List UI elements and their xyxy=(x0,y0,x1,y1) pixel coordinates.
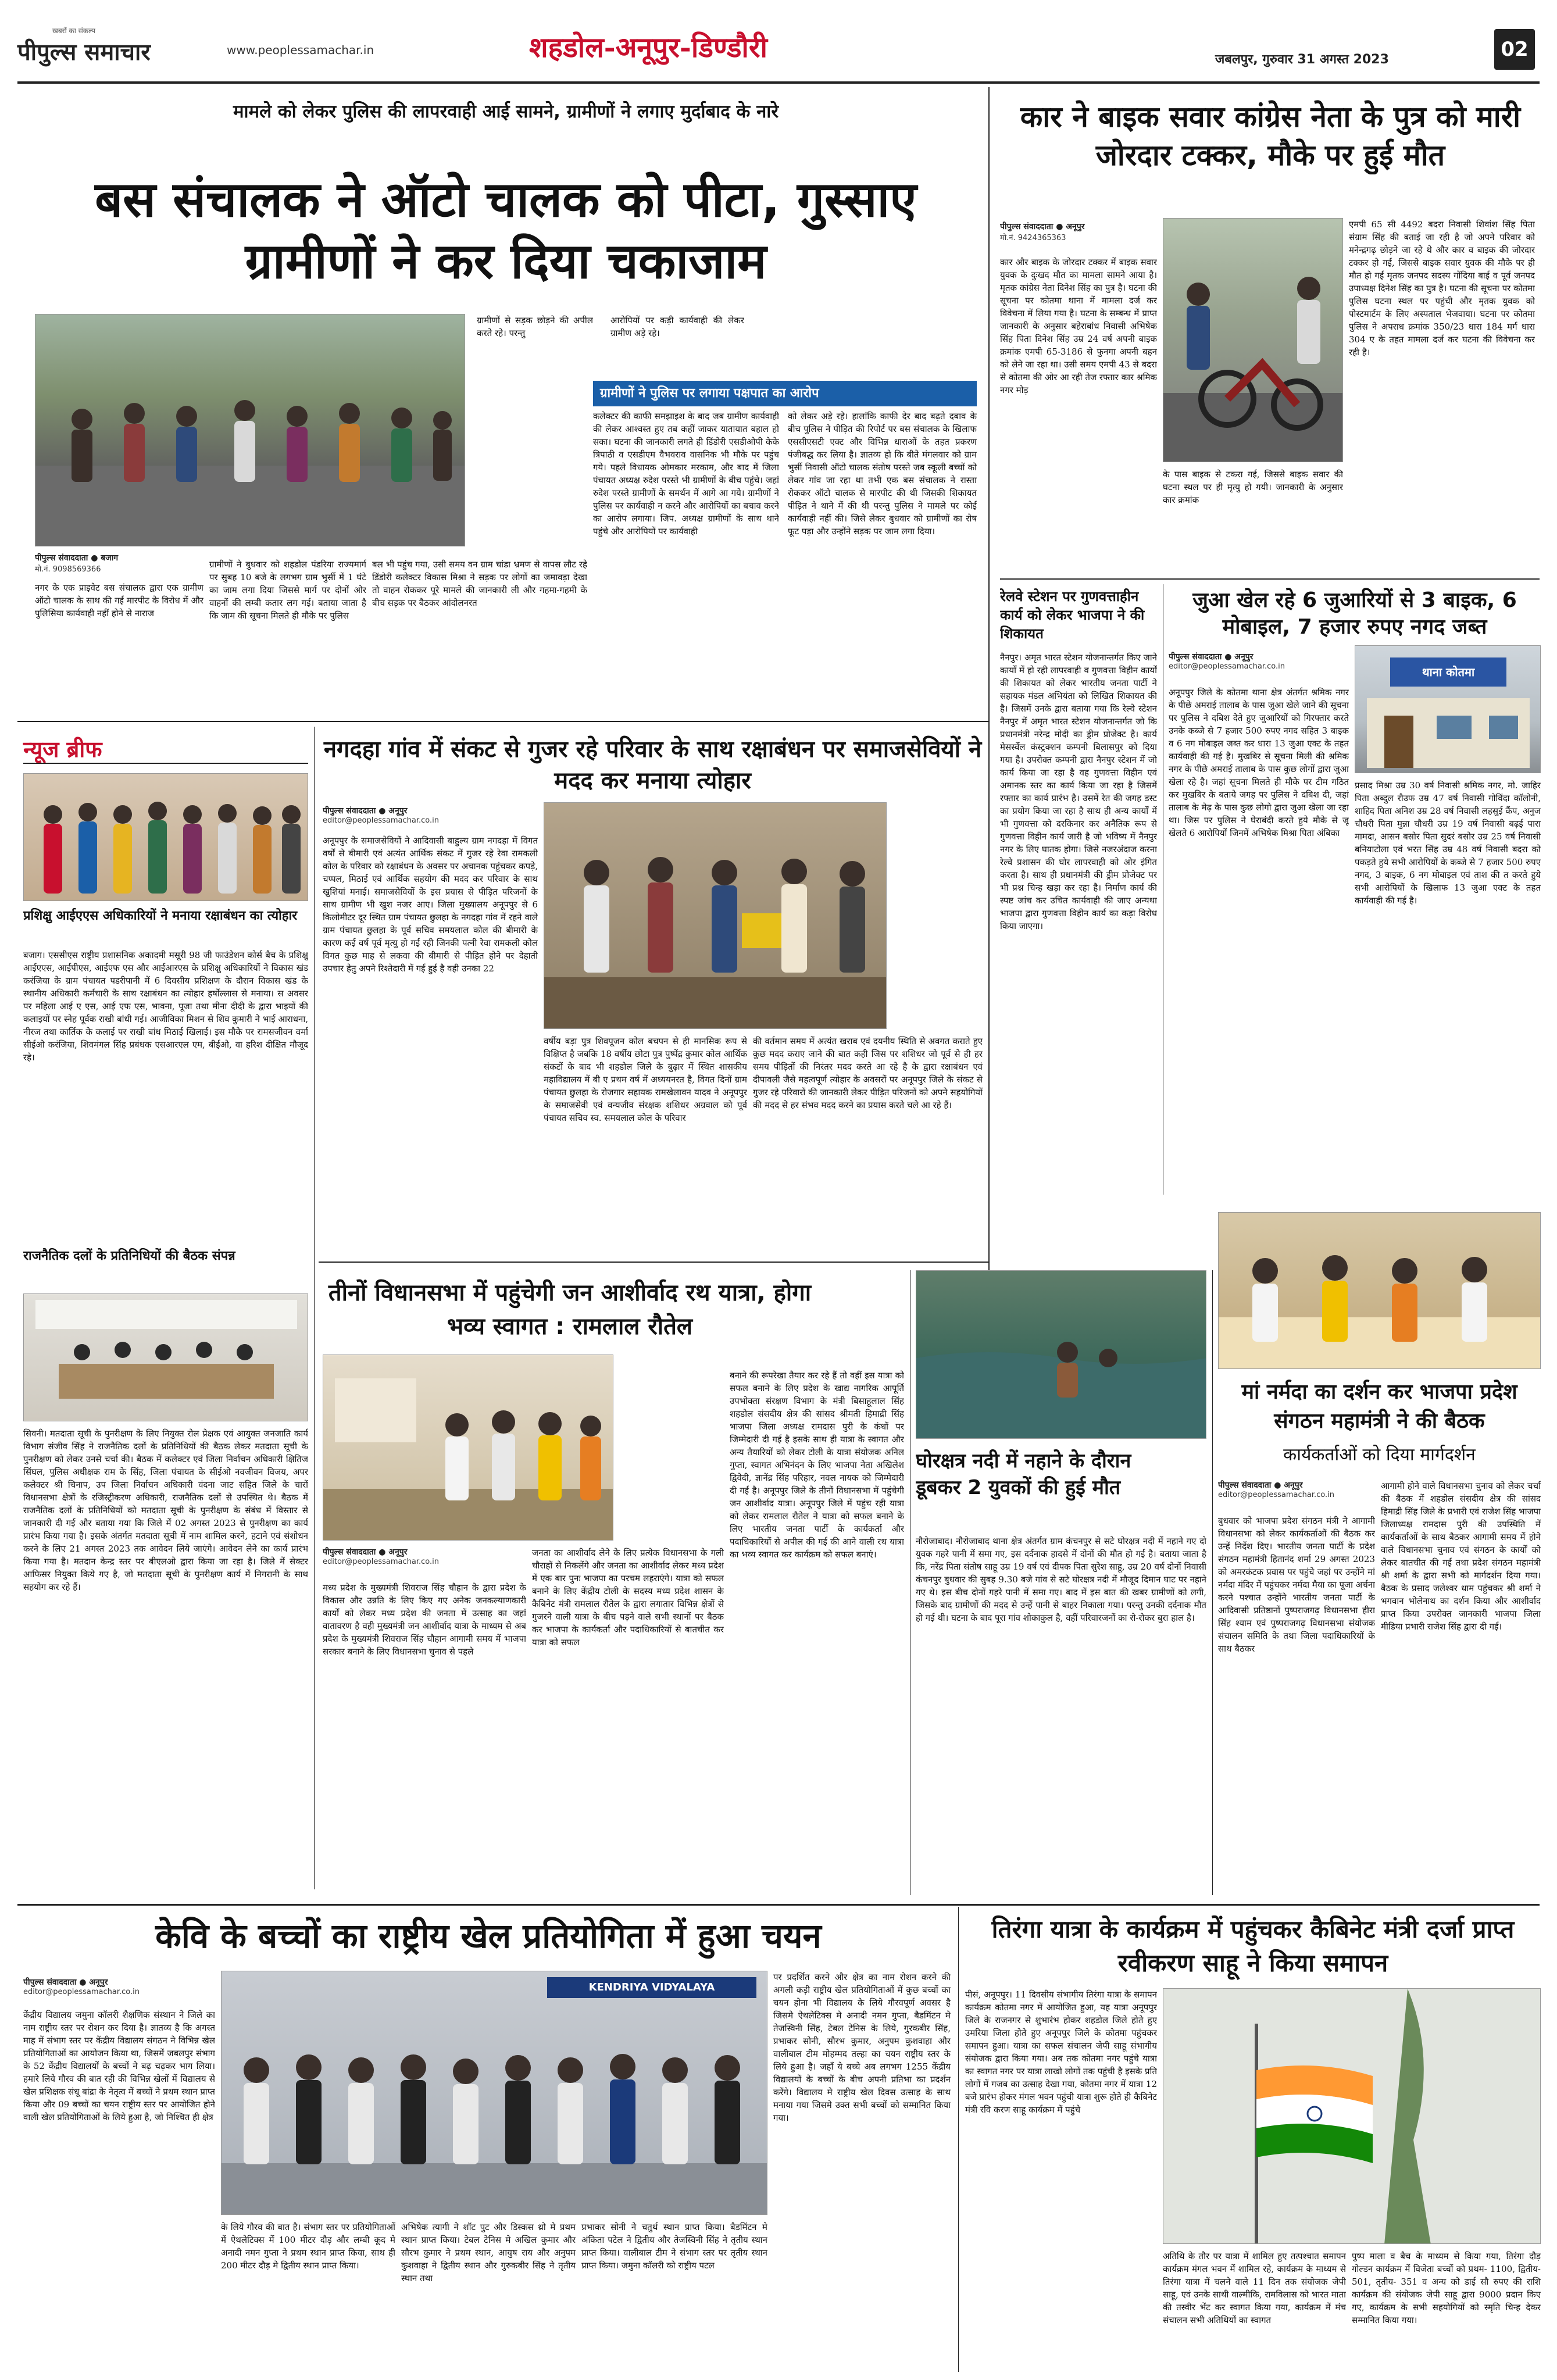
story6-col2: जनता का आशीर्वाद लेने के लिए प्रत्येक विधानसभा के गली चौराहों से निकलेंगे और जनता का आशीर्वाद लेकर मध्य प्रदेश में एक बार पुनः भाजपा का परचम लहराएंगे। यात्रा को सफल बनाने के लिए केंद्रीय टोली के सदस्य मध्य प्रदेश शासन के कैबिनेट मंत्री रामलाल रौतेल के द्वारा लगातार विभिन्न क्षेत्रों से गुजरने वाली यात्रा के बीच पड़ने वाले सभी स्थानों पर बैठक कर भाजपा के कार्यकर्ता और पदाधिकारियों से बातचीत कर यात्रा को सफल xyxy=(532,1548,724,1648)
masthead-rule xyxy=(17,81,1540,84)
news-brief-rule xyxy=(23,763,308,764)
story8-headline: मां नर्मदा का दर्शन कर भाजपा प्रदेश संगठन महामंत्री ने की बैठक xyxy=(1241,1380,1517,1433)
col-divider-brief xyxy=(314,727,315,1889)
story5-bottom-rule xyxy=(319,1262,988,1263)
section-title: शहडोल-अनूपुर-डिण्डौरी xyxy=(529,31,767,64)
story5-byline: पीपुल्स संवाददाता ● अनूपुर editor@peoplessamachar.co.in xyxy=(323,806,439,825)
dateline: जबलपुर, गुरुवार 31 अगस्त 2023 xyxy=(1215,52,1389,67)
story2-photo xyxy=(1163,218,1343,462)
col-divider-1 xyxy=(988,87,990,1279)
relief-visit-graphic xyxy=(544,803,887,1029)
story5-headline: नगदहा गांव में संकट से गुजर रहे परिवार के साथ रक्षाबंधन पर समाजसेवियों ने मदद कर मनाया त्योहार xyxy=(323,736,982,794)
story8-photo xyxy=(1218,1212,1541,1369)
story10-photo xyxy=(1163,1988,1541,2244)
brief1-photo xyxy=(23,773,308,901)
story4-col1: अनूपपुर जिले के कोतमा थाना क्षेत्र अंतर्गत श्रमिक नगर के पीछे अमराई तालाब के पास जुआ खेले जाने की सूचना पर पुलिस ने दबिश देते हुए जुआरियों को गिरफ्तार करते उनके कब्जे से 7 हजार 500 रुपए नगद सहित 3 बाइक व 6 नग मोबाइल जब्त कर धारा 13 जुआ एक्ट के तहत कार्यवाही की गई है। मुखबिर से सूचना मिली की श्रमिक नगर के पीछे अमराई तालाब के पास कुछ लोगों द्वारा जुआ खेला रहे है। जहां सूचना मिलते ही मौके पर टीम गठित कर मुखबिर के बताये जगह पर पुलिस ने दबिश दी, जहां तालाब के मेढ़ के पास कुछ लोगो द्वारा जुआ खेला जा रहा था। जिस पर पुलिस ने घेराबंदी करते हुये मौके से जू खेलते 6 आरोपियों जिनमें अभिषेक मिश्रा पिता अंबिका xyxy=(1169,687,1349,838)
story9-col2: के लिये गौरव की बात है। संभाग स्तर पर प्रतियोगिताओं में ऐथलेटिक्स में 100 मीटर दौड़ और लम्बी कूद मे अनादी नमन गुप्ता ने प्रथम स्थान प्राप्त किया, साथ ही 200 मीटर दौड़ मे द्वितीय स्थान प्राप्त किया। xyxy=(221,2222,395,2271)
story9-headline: केवि के बच्चों का राष्ट्रीय खेल प्रतियोगिता में हुआ चयन xyxy=(155,1916,822,1956)
story1-kicker: मामले को लेकर पुलिस की लापरवाही आई सामने, ग्रामीणों ने लगाए मुर्दाबाद के नारे xyxy=(233,101,779,122)
story6-col1: मध्य प्रदेश के मुख्यमंत्री शिवराज सिंह चौहान के द्वारा प्रदेश के विकास और उन्नति के लिए किए गए अनेक जनकल्याणकारी कार्यों को लेकर मध्य प्रदेश की जनता में उत्साह का जहां वातावरण है वही मुख्यमंत्री जन आशीर्वाद यात्रा के माध्यम से अब प्रदेश के मुख्यमंत्री शिवराज सिंह चौहान आगामी समय में भाजपा सरकार बनाने के लिए विधानसभा चुनाव से पहले xyxy=(323,1582,526,1657)
col-divider-5 xyxy=(958,1907,959,2372)
story6-byline: पीपुल्स संवाददाता ● अनूपुर editor@peoplessamachar.co.in xyxy=(323,1548,439,1566)
masthead xyxy=(17,17,1540,76)
story2-headline: कार ने बाइक सवार कांग्रेस नेता के पुत्र को मारी जोरदार टक्कर, मौके पर हुई मौत xyxy=(1020,100,1521,172)
brief2-headline: राजनैतिक दलों के प्रतिनिधियों की बैठक संपन्न xyxy=(23,1249,235,1263)
story10-col3: पुष्प माला व बैच के माध्यम से किया गया, तिरंगा दौड़ गोल्डन कार्यक्रम में विजेता बच्चों को प्रथम- 1100, द्वितीय- 501, तृतीय- 351 व अन्य को डाई सौ रुपए की राशि कार्यक्रम की संयोजक जेपी साहू द्वारा 9000 प्रदान किए गए, कार्यक्रम के सभी सहयोगियों को स्मृति चिन्ह देकर सम्मानित किया गया। xyxy=(1352,2251,1541,2325)
story5-col1: अनूपपुर के समाजसेवियों ने आदिवासी बाहुल्य ग्राम नगदहा में विगत वर्षों से बीमारी एवं अत्यंत आर्थिक संकट में गुजर रहे रेवा रामकली कोल के परिवार को रक्षाबंधन के अवसर पर अचानक पहुंचकर कपड़े, चप्पल, मिठाई एवं आर्थिक सहयोग की मदद कर परिवार के साथ खुशियां मनाई। समाजसेवियों के इस प्रयास से पीड़ित परिजनों के साथ ग्रामीण भी खुश नजर आए। जिला मुख्यालय अनूपपुर से 6 किलोमीटर दूर स्थित ग्राम पंचायत छुलहा के नगदहा गांव में रहने वाले ग्राम पंचायत छुलहा के पूर्व सचिव समयलाल कोल की बीमारी के कारण कई वर्ष पूर्व मृत्यु हो गई रही जिनकी पत्नी रेवा रामकली कोल विगत कुछ माह से लकवा की बीमारी से पीड़ित होने पर देहाती उपचार हेतु अपने रिश्तेदारी में गई हुई है वही उनका 22 xyxy=(323,835,538,974)
story9-photo xyxy=(221,1971,767,2215)
story8-col2: आगामी होने वाले विधानसभा चुनाव को लेकर चर्चा की बैठक में शहडोल संसदीय क्षेत्र की सांसद हिमाद्री सिंह जिले के प्रभारी एवं राजेश सिंह भाजपा जिलाध्यक्ष रामदास पुरी की उपस्थिति में कार्यकर्ताओं के साथ बैठकर आगामी समय में होने वाले विधानसभा चुनाव एवं संगठन के कार्यों को लेकर बातचीत की गई तथा प्रदेश संगठन महामंत्री श्री शर्मा के द्वारा सभी को मार्गदर्शन दिया गया। बैठक के प्रसाद जलेश्वर धाम पहुंचकर श्री शर्मा ने भगवान भोलेनाथ का दर्शन किया और आशीर्वाद प्राप्त किया उपरोक्त जानकारी भाजपा जिला मीडिया प्रभारी राजेश सिंह द्वारा दी गई। xyxy=(1381,1481,1541,1632)
police-station-sign: थाना कोतमा xyxy=(1390,657,1506,687)
story1-sub-col1: कलेक्टर की काफी समझाइश के बाद जब ग्रामीण कार्यवाही की लेकर आश्वस्त हुए तब कहीं जाकर यातायात बहाल हो सका। घटना की जानकारी लगते ही डिंडोरी एसडीओपी केके त्रिपाठी व एसडीएम वैभवराव वासनिक भी मौके पर पहुंच गये। पहले विधायक ओमकार मरकाम, और बाद में जिला पंचायत अध्यक्ष रुदेश परस्ते भी ग्रामीणों के बीच पहुंचे। जहां रुदेश परस्ते ग्रामीणों के समर्थन में आगे आ गये। ग्रामीणों ने पुलिस पर कार्यवाही न करने और आरोपियों का बचाव करने का आरोप लगाया। जिप. अध्यक्ष ग्रामीणों के साथ थाने पहुंचे और आरोपियों पर कार्यवाही xyxy=(593,411,779,537)
story1-col3: बल भी पहुंच गया, उसी समय वन ग्राम चांडा भ्रमण से वापस लौट रहे डिंडोरी कलेक्टर विकास मिश्रा ने सड़क पर लोगों का जमावड़ा देखा तो वाहन रोककर पूरे मामले की जानकारी ली और गहमा-गहमी के बीच सड़क पर बैठकर आंदोलनरत xyxy=(372,559,587,608)
story2-byline: पीपुल्स संवाददाता ● अनूपुर मो.नं. 9424365363 xyxy=(1000,222,1085,242)
story8-byline: पीपुल्स संवाददाता ● अनूपुर editor@peoplessamachar.co.in xyxy=(1218,1481,1334,1499)
story9-byline: पीपुल्स संवाददाता ● अनूपुर editor@peoplessamachar.co.in xyxy=(23,1978,140,1996)
story3-body: नैनपुर। अमृत भारत स्टेशन योजनान्तर्गत किए जाने कार्यों में हो रही लापरवाही व गुणवत्ता विहीन कार्यों की शिकायत को लेकर भारतीय जनता पार्टी ने सहायक मंडल अभियंता को लिखित शिकायत की है। जिसमें उनके द्वारा बताया गया कि रेल्वे स्टेशन नैनपुर में अमृत भारत स्टेशन योजनान्तर्गत जो कि प्रधानमंत्री नरेन्द्र मोदी का ड्रीम प्रोजेक्ट है। कार्य मेसर्स्वेल कंस्ट्रक्शन कम्पनी बिलासपुर को दिया गया है। उपरोक्त कम्पनी द्वारा नैनपुर स्टेशन में जो कार्य किया जा रहा है वह गुणवत्ता विहीन एवं अमानक स्तर का कार्य किया जा रहा है जिसमें रफ्तार का कार्य प्रारंभ है। उसमें रेत की जगह डस्ट का प्रयोग किया जा रहा है साथ ही अन्य कार्यों में भी गुणवत्ता को दरकिनार कर अनैतिक रूप से गुणवत्ता विहीन कार्य जारी है जो भविष्य में नैनपुर नगर के लिए घातक होगा। जिसे नजरअंदाज करना रेल्वे प्रशासन की घोर लापरवाही को ओर इंगित करता है। साथ ही प्रधानमंत्री की ड्रीम प्रोजेक्ट पर भी प्रश्न चिन्ह खड़ा कर रहा है। निर्माण कार्य की स्पष्ट जांच कर उचित कार्यवाही की जाए अन्यथा भाजपा द्वारा गुणवत्ता विहीन कार्य का कड़ा विरोध किया जाएगा। xyxy=(1000,652,1157,931)
story4-byline: पीपुल्स संवाददाता ● अनूपुर editor@peoplessamachar.co.in xyxy=(1169,652,1285,671)
story7-headline: घोरक्षत्र नदी में नहाने के दौरान डूबकर 2 युवकों की हुई मौत xyxy=(916,1449,1131,1499)
story4-col2: प्रसाद मिश्रा उम्र 30 वर्ष निवासी श्रमिक नगर, मो. जाहिर पिता अब्दुल रौउफ उम्र 47 वर्ष निवासी गोविंदा कॉलोनी, शाहिद पिता अनिश उम्र 28 वर्ष निवासी लहसुई कैंप, अनुज चौधरी पिता मुन्ना चौधरी उम्र 19 वर्ष निवासी बढ़ई पारा मामदा, आसन बसोर पिता सुदरं बसोर उम्र 25 वर्ष निवासी बनियाटोला एवं भरत सिंह उम्र 48 वर्ष निवासी बदरा को पकड़ते हुये सभी आरोपियों के कब्जे से 7 हजार 500 रुपए नगद, 3 बाइक, 6 नग मोबाइल एवं ताश की त करते हुये सभी आरोपियों के खिलाफ 13 जुआ एक्ट के तहत कार्यवाही की गई है। xyxy=(1355,780,1541,906)
tagline: खबरों का संकल्प xyxy=(52,27,95,35)
meeting-room-graphic xyxy=(24,1294,308,1421)
tiranga-flag-graphic xyxy=(1163,1989,1541,2244)
party-meeting-graphic xyxy=(323,1355,613,1541)
news-brief-label: न्यूज ब्रीफ xyxy=(23,737,102,762)
story2-bottom-rule xyxy=(1000,578,1540,580)
story9-col1: केंद्रीय विद्यालय जमुना कॉलरी शैक्षणिक संस्थान ने जिले का नाम राष्ट्रीय स्तर पर रोशन कर दिया है। ज्ञातव्य है कि अगस्त माह में संभाग स्तर पर केंद्रीय विद्यालय संगठन ने विभिन्न खेल प्रतियोगिताओं का आयोजन किया था, जिसमें जबलपुर संभाग के 52 केंद्रीय विद्यालयों के बच्चों ने बढ़ चढ़कर भाग लिया। हमारे लिये गौरव की बात रही की विभिन्न खेलों में विद्यालय से खेल प्रशिक्षक संधू बांद्रा के नेतृत्व में बच्चों ने प्रथम स्थान प्राप्त किया और 09 बच्चों का चयन राष्ट्रीय स्तर पर आयोजित होने वाली खेल प्रतियोगिताओं के लिये हुआ है, जो निश्चित ही क्षेत्र xyxy=(23,2010,215,2122)
story7-photo xyxy=(916,1270,1206,1439)
story1-subhead: ग्रामीणों ने पुलिस पर लगाया पक्षपात का आरोप xyxy=(593,381,977,406)
story8-deck: कार्यकर्ताओं को दिया मार्गदर्शन xyxy=(1283,1445,1476,1465)
kv-banner: KENDRIYA VIDYALAYA xyxy=(547,1977,756,1998)
story5-photo xyxy=(544,802,887,1029)
story8-col1: बुधवार को भाजपा प्रदेश संगठन मंत्री ने आगामी विधानसभा को लेकर कार्यकर्ताओं की बैठक कर उन्हें निर्देश दिए। भारतीय जनता पार्टी के प्रदेश संगठन महामंत्री हितानंद शर्मा 29 अगस्त 2023 को अमरकंटक प्रवास पर पहुंचे जहां पर उन्होंने मां नर्मदा मंदिर में पहुंचकर नर्मदा मैया का पूजा अर्चना करने पश्चात उन्होंने भारतीय जनता पार्टी के आदिवासी प्रतिष्ठानों पुष्पराजगढ़ विधानसभा हीरा सिंह श्याम एवं पुष्पराजगढ़ विधानसभा संयोजक संचालन समिति के तथा जिला पदाधिकारियों के साथ बैठकर xyxy=(1218,1516,1375,1654)
story3-headline: रेलवे स्टेशन पर गुणवत्ताहीन कार्य को लेकर भाजपा ने की शिकायत xyxy=(1000,588,1145,642)
story7-body: नौरोजाबाद। नौरोजाबाद थाना क्षेत्र अंतर्गत ग्राम कंचनपुर से सटे घोरक्षत्र नदी में नहाने गए दो युवक गहरे पानी में समा गए, इस दर्दनाक हादसे में दोनों की मौत हो गई है। बताया जाता है कि, नरेंद्र पिता संतोष साहू उम्र 19 वर्ष एवं दीपक पिता सुरेश साहू, उम्र 20 वर्ष दोनों निवासी कंचनपुर बुधवार की सुबह 9.30 बजे गांव से सटे घोरक्षत्र नदी में मौजूद दिमान घाट पर नहाने गए थे। इस बीच दोनों गहरे पानी में समा गए। बाद में इस बात की खबर ग्रामीणों को लगी, जिसके बाद ग्रामीणों की मदद से उन्हें पानी से बाहर निकाला गया। परन्तु उनकी दर्दनाक मौत हो गई थी। घटना के बाद पूरा गांव शोकाकुल है, वहीं परिवारजनों का रो-रोकर बुरा हाल है। xyxy=(916,1536,1206,1623)
accident-bike-graphic xyxy=(1163,219,1343,462)
website[interactable]: www.peoplessamachar.in xyxy=(227,43,374,57)
story1-bottom-rule xyxy=(17,721,988,722)
story1-sub-col2: को लेकर अड़े रहे। हालांकि काफी देर बाद बढ़ते दबाव के बीच पुलिस ने पीड़ित की रिपोर्ट पर बस संचालक के खिलाफ एससीएसटी एक्ट और विभिन्न धाराओं के तहत प्रकरण पंजीबद्ध कर लिया है। ज्ञातव्य हो कि बीते मंगलवार को ग्राम भुर्सी निवासी ऑटो चालक संतोष परस्ते जब स्कूली बच्चों को लेकर गांव जा रहा था तभी एक बस संचालक ने रास्ता रोककर ऑटो चालक से मारपीट की थी जिसकी शिकायत पीड़ित ने थाने में की थी परन्तु पुलिस ने मामले पर कोई कार्यवाही नहीं की। जिसे लेकर बुधवार को ग्रामीणों का रोष फूट पड़ा और उन्होंने सड़क पर जाम लगा दिया। xyxy=(788,411,977,537)
story2-col1: कार और बाइक के जोरदार टक्कर में बाइक सवार युवक के दुःखद मौत का मामला सामने आया है। मृतक कांग्रेस नेता दिनेश सिंह का पुत्र है। घटना की सूचना पर कोतमा थाना में मामला दर्ज कर विवेचना में लिया गया है। घटना के सम्बन्ध में प्राप्त जानकारी के अनुसार बहेराबांध निवासी अभिषेक सिंह पिता दिनेश सिंह उम्र 24 वर्ष अपनी बाइक क्रमांक एमपी 65-3186 से फुनगा अपनी बहन को लेने जा रहा था। उसी समय एमपी 43 से बदरा से कोतमा की ओर आ रही तेज रफ्तार कार श्रमिक नगर मोड़ xyxy=(1000,257,1157,395)
bottom-section-rule xyxy=(17,1904,1540,1906)
story6-headline: तीनों विधानसभा में पहुंचेगी जन आशीर्वाद रथ यात्रा, होगा भव्य स्वागत : रामलाल रौतेल xyxy=(328,1280,812,1340)
story1-byline: पीपुल्स संवाददाता ● बजाग मो.नं. 9098569366 xyxy=(35,553,119,574)
story4-headline: जुआ खेल रहे 6 जुआरियों से 3 बाइक, 6 मोबाइल, 7 हजार रुपए नगद जब्त xyxy=(1192,588,1517,639)
story10-col1: पीसं, अनूपपुर। 11 दिवसीय संभागीय तिरंगा यात्रा के समापन कार्यक्रम कोतमा नगर में आयोजित हुआ, यह यात्रा अनूपपुर जिले के राजनगर से शुभारंभ होकर शहडोल जिले होते हुए उमरिया जिला होते हुए अनूपपुर जिले के कोतमा पहुंचकर समापन हुआ। यात्रा का सफल संचालन जेपी साहू संभागीय संयोजक द्वारा किया गया। अब तक कोतमा नगर पहुंचे यात्रा का स्वागत नगर पर यात्रा लाखो लोगों तक पहुंची है इसके प्रति लोगों में गजब का उत्साह देखा गया, कोतमा नगर में यात्रा 12 बजे प्रारंभ होकर मंगल भवन पहुंची यात्रा शुरू होते ही कैबिनेट मंत्री रवि करण साहू कार्यक्रम में पहुंचे xyxy=(965,1989,1157,2115)
police-station-graphic xyxy=(1355,692,1541,773)
crowd-graphic xyxy=(35,315,465,546)
brief1-body: बजाग। एससीएस राष्ट्रीय प्रशासनिक अकादमी मसूरी 98 जी फाउंडेशन कोर्स बैच के प्रशिक्षु आईएएस, आईपीएस, आईएफ एस और आईआरएस के प्रशिक्षु अधिकारियों ने विकास खंड करंजिया के ग्राम पंचायत पडरीपानी में 6 दिवसीय प्रशिक्षण के दौरान विकास खंड के स्थानीय अधिकारी कर्मचारी के साथ रक्षाबंधन का त्योहार हर्षोल्लास से मनाया। स अवसर पर महिला आई ए एस, आई एफ एस, भावना, पूजा तथा मीना दीदी के द्वारा भाइयों की कलाइयों पर स्नेह पूर्वक राखी बांधी गई। आजीविका मिशन से शिव कुमारी ने भाई आराधना, नीरज तथा कार्तिक के कलाई पर राखी बांध मिठाई खिलाई। इस मौके पर रामसजीवन वर्मा सीईओ करंजिया, शिवमंगल सिंह प्रबंधक एसआरएल एम, बीईओ, वा हरिश दीक्षित मौजूद रहे। xyxy=(23,950,308,1063)
story1-col2: ग्रामीणों ने बुधवार को शहडोल पंडरिया राज्यमार्ग पर सुबह 10 बजे के लगभग ग्राम भुर्सी में 1 घंटे का जाम लगा दिया जिससे मार्ग पर दोनों ओर वाहनों की लम्बी कतार लग गई। बताया जाता है कि जाम की सूचना मिलते ही मौके पर पुलिस xyxy=(209,559,366,621)
story4-photo xyxy=(1355,645,1541,773)
story10-col2: अतिथि के तौर पर यात्रा में शामिल हुए तत्पश्चात समापन कार्यक्रम मंगल भवन में शामिल रहे, कार्यक्रम के माध्यम से तिरंगा यात्रा में चलने वाले 11 दिन तक संयोजक जेपी साहू, एवं उनके साथी वाल्मीकि, रामविलास को भारत माता की तस्वीर भेंट कर स्वागत किया गया, कार्यक्रम में मंच संचालन सभी अतिथियों का स्वागत xyxy=(1163,2251,1346,2325)
story9-col5: पर प्रदर्शित करने और क्षेत्र का नाम रोशन करने की अगली कड़ी राष्ट्रीय खेल प्रतियोगिताओं में कुछ बच्चों का चयन होना भी विद्यालय के लिये गौरवपूर्ण अवसर है जिसमे ऐथलेटिक्स मे अनादी नमन गुप्ता, बैडमिंटन मे तेजस्विनी सिंह, टेबल टेनिस के लिये, गुरकबीर सिंह, प्रभाकर सोनी, सौरभ कुमार, अनुपम कुशवाहा और वालीबाल टीम मोहम्मद तल्हा का चयन राष्ट्रीय स्तर के लिये हुआ है। जहाँ ये बच्चे अब लगभग 1255 केंद्रीय विद्यालयों के बच्चों के बीच अपनी प्रतिभा का प्रदर्शन करेंगे। विद्यालय मे राष्ट्रीय खेल दिवस उत्साह के साथ मनाया गया जिसमे उक्त सभी बच्चों को सम्मानित किया गया। xyxy=(773,1972,951,2123)
story1-col4: ग्रामीणों से सड़क छोड़ने की अपील करते रहे। परन्तु xyxy=(477,315,593,338)
story10-headline: तिरंगा यात्रा के कार्यक्रम में पहुंचकर कैबिनेट मंत्री दर्जा प्राप्त रवीकरण साहू ने किया समापन xyxy=(991,1915,1515,1977)
story1-col5: आरोपियों पर कड़ी कार्यवाही की लेकर ग्रामीण अड़े रहे। xyxy=(610,315,744,338)
story1-photo xyxy=(35,314,465,546)
story6-col3: बनाने की रूपरेखा तैयार कर रहे हैं तो वहीं इस यात्रा को सफल बनाने के लिए प्रदेश के खाद्य नागरिक आपूर्ति उपभोक्ता संरक्षण विभाग के मंत्री बिसाहूलाल सिंह शहडोल संसदीय क्षेत्र की सांसद श्रीमती हिमाद्री सिंह भाजपा जिला अध्यक्ष रामदास पुरी के कंधों पर जिम्मेदारी दी गई है इसके साथ ही यात्रा के स्वागत और अन्य तैयारियों को लेकर टोली के यात्रा संयोजक अनिल गुप्ता, स्वागत अभिनंदन के लिए भाजपा नेता अखिलेश द्विवेदी, ज्ञानेंद्र सिंह परिहार, नवल नायक को जिम्मेदारी दी गई है। अनूपपुर जिले के तीनों विधानसभा में पहुंचेगी जन आशीर्वाद यात्रा। अनूपपुर जिले में पहुंच रही यात्रा को लेकर रामलाल रौतेल ने यात्रा को सफल बनाने के लिए भारतीय जनता पार्टी के कार्यकर्ता और पदाधिकारियों से अपील की गई की आने वाली रथ यात्रा का भव्य स्वागत कर कार्यक्रम को सफल बनाएं। xyxy=(730,1370,904,1560)
brief2-photo xyxy=(23,1293,308,1421)
story6-photo xyxy=(323,1355,613,1541)
river-graphic xyxy=(916,1271,1206,1439)
students-graphic xyxy=(222,1971,767,2215)
brief2-body: सिवनी। मतदाता सूची के पुनरीक्षण के लिए नियुक्त रोल प्रेक्षक एवं आयुक्त जनजाति कार्य विभाग संजीव सिंह ने राजनैतिक दलों के प्रतिनिधियों की बैठक लेकर मतदाता सूची के पुनरीक्षण को लेकर उनसे चर्चा की। बैठक में कलेक्टर एवं जिला निर्वाचन अधिकारी क्षितिज सिंघल, पुलिस अधीक्षक राम के सिंह, जिला पंचायत के सीईओ नवजीवन विजय, अपर कलेक्टर श्री चिनाप, उप जिला निर्वाचन अधिकारी वंदना जाट सहित जिले के चारों विधानसभा क्षेत्रों के रजिस्ट्रीकरण अधिकारी, राजनैतिक दलों से उपस्थित थे। बैठक में राजनैतिक दलों के प्रतिनिधियों को मतदाता सूची के पुनरीक्षण के संबंध में विस्तार से जानकारी दी गई और बताया गया कि जिले में 02 अगस्त 2023 से पुनरीक्षण का कार्य प्रारंभ किया गया है। इसके अंतर्गत मतदाता सूची में नाम शामिल करने, हटाने एवं संशोधन करने के लिए 21 अगस्त 2023 तक आवेदन लिये जाएंगे। आवेदन लेने का कार्य प्रारंभ किया गया है। मतदान केन्द्र स्तर पर बीएलओ द्वारा किया जा रहा है। जिले में सेक्टर आफिसर नियुक्त किये गए है, जो मतदाता सूची के पुनरीक्षण कार्य में निगरानी के साथ सहयोग कर रहे हैं। xyxy=(23,1428,308,1592)
bjp-meeting-graphic xyxy=(1219,1213,1541,1369)
story2-col2: के पास बाइक से टकरा गई, जिससे बाइक सवार की घटना स्थल पर ही मृत्यु हो गयी। जानकारी के अनुसार कार क्रमांक xyxy=(1163,469,1343,505)
page-number: 02 xyxy=(1494,29,1535,70)
group-photo-graphic xyxy=(24,774,308,901)
story1-headline: बस संचालक ने ऑटो चालक को पीटा, गुस्साए ग्रामीणों ने कर दिया चकाजाम xyxy=(95,171,917,290)
story2-col3: एमपी 65 सी 4492 बदरा निवासी शिवांश सिंह पिता संग्राम सिंह की बताई जा रही है जो अपने परिवार को मनेन्द्रगढ़ छोड़ने जा रहे थे और कार व बाइक की जोरदार टक्कर हो गई, जिससे बाइक सवार युवक की मौके पर ही मौत हो गई मृतक जनपद सदस्य गोंदिया बाई व पूर्व जनपद उपाध्यक्ष दिनेश सिंह का पुत्र है। घटना की सूचना पर कोतमा पुलिस घटना स्थल पर पहुंची और मृतक युवक को पोस्टमार्टम के लिए अस्पताल भेजवाया। घटना पर कोतमा पुलिस ने अपराध क्रमांक 350/23 धारा 184 मर्ग धारा 304 ए के तहत मामला दर्ज कर घटना की विवेचना कर रही है। xyxy=(1349,219,1535,358)
story9-col3: अभिषेक त्यागी ने शॉट पुट और डिस्कस थ्रो मे प्रथम स्थान प्राप्त किया। टेबल टेनिस मे अखिल कुमार और सौरभ कुमार ने प्रथम स्थान, आयुष राय और अनुपम कुशवाहा ने द्वितीय स्थान और गुरुकबीर सिंह ने तृतीय स्थान तथा xyxy=(401,2222,576,2283)
story5-col2: वर्षीय बड़ा पुत्र शिवपूजन कोल बचपन से ही मानसिक रूप से विक्षिप्त है जबकि 18 वर्षीय छोटा पुत्र पुष्पेंद्र कुमार कोल आर्थिक संकटों के बाद भी शहडोल जिले के बुढ़ार में स्थित शासकीय महाविद्यालय में बी ए प्रथम वर्ष में अध्ययनरत है, विगत दिनों ग्राम पंचायत छुलहा के रोजगार सहायक रामखेलावन यादव ने अनूपपुर के समाजसेवी एवं वन्यजीव संरक्षक शशिधर अग्रवाल को पूर्व पंचायत सचिव स्व. समयलाल कोल के परिवार xyxy=(544,1036,747,1123)
col-divider-4 xyxy=(1212,1270,1213,1895)
logo[interactable]: पीपुल्स समाचार xyxy=(17,38,151,66)
brief1-headline: प्रशिक्षु आईएएस अधिकारियों ने मनाया रक्षाबंधन का त्योहार xyxy=(23,909,298,923)
story1-col1: नगर के एक प्राइवेट बस संचालक द्वारा एक ग्रामीण ऑटो चालक के साथ की गई मारपीट के विरोध में और पुलिसिया कार्यवाही नहीं होने से नाराज xyxy=(35,583,203,619)
story9-col4: प्रभाकर सोनी ने चतुर्थ स्थान प्राप्त किया। बैडमिंटन मे अंकिता पटेल ने द्वितीय और तेजस्विनी सिंह ने तृतीय स्थान प्राप्त किया। वालीबाल टीम ने संभाग स्तर पर तृतीय स्थान प्राप्त किया। जमुना कॉलरी को राष्ट्रीय पटल xyxy=(581,2222,767,2271)
story5-col3: की वर्तमान समय में अत्यंत खराब एवं दयनीय स्थिति से अवगत कराते हुए कुछ मदद कराए जाने की बात कही जिस पर शशिधर जो पूर्व से ही हर समय पीड़ितों की निरंतर मदद करते आ रहे है के द्वारा रक्षाबंधन एवं दीपावली जैसे महत्वपूर्ण त्योहार के अवसरों पर अनूपपुर जिले के संकट से गुजर रहे परिवारों की जानकारी लेकर पीड़ित परिजनों को अपने सहयोगियों की मदद से हर संभव मदद करने का प्रयास करते चले आ रहे हैं। xyxy=(753,1036,983,1110)
